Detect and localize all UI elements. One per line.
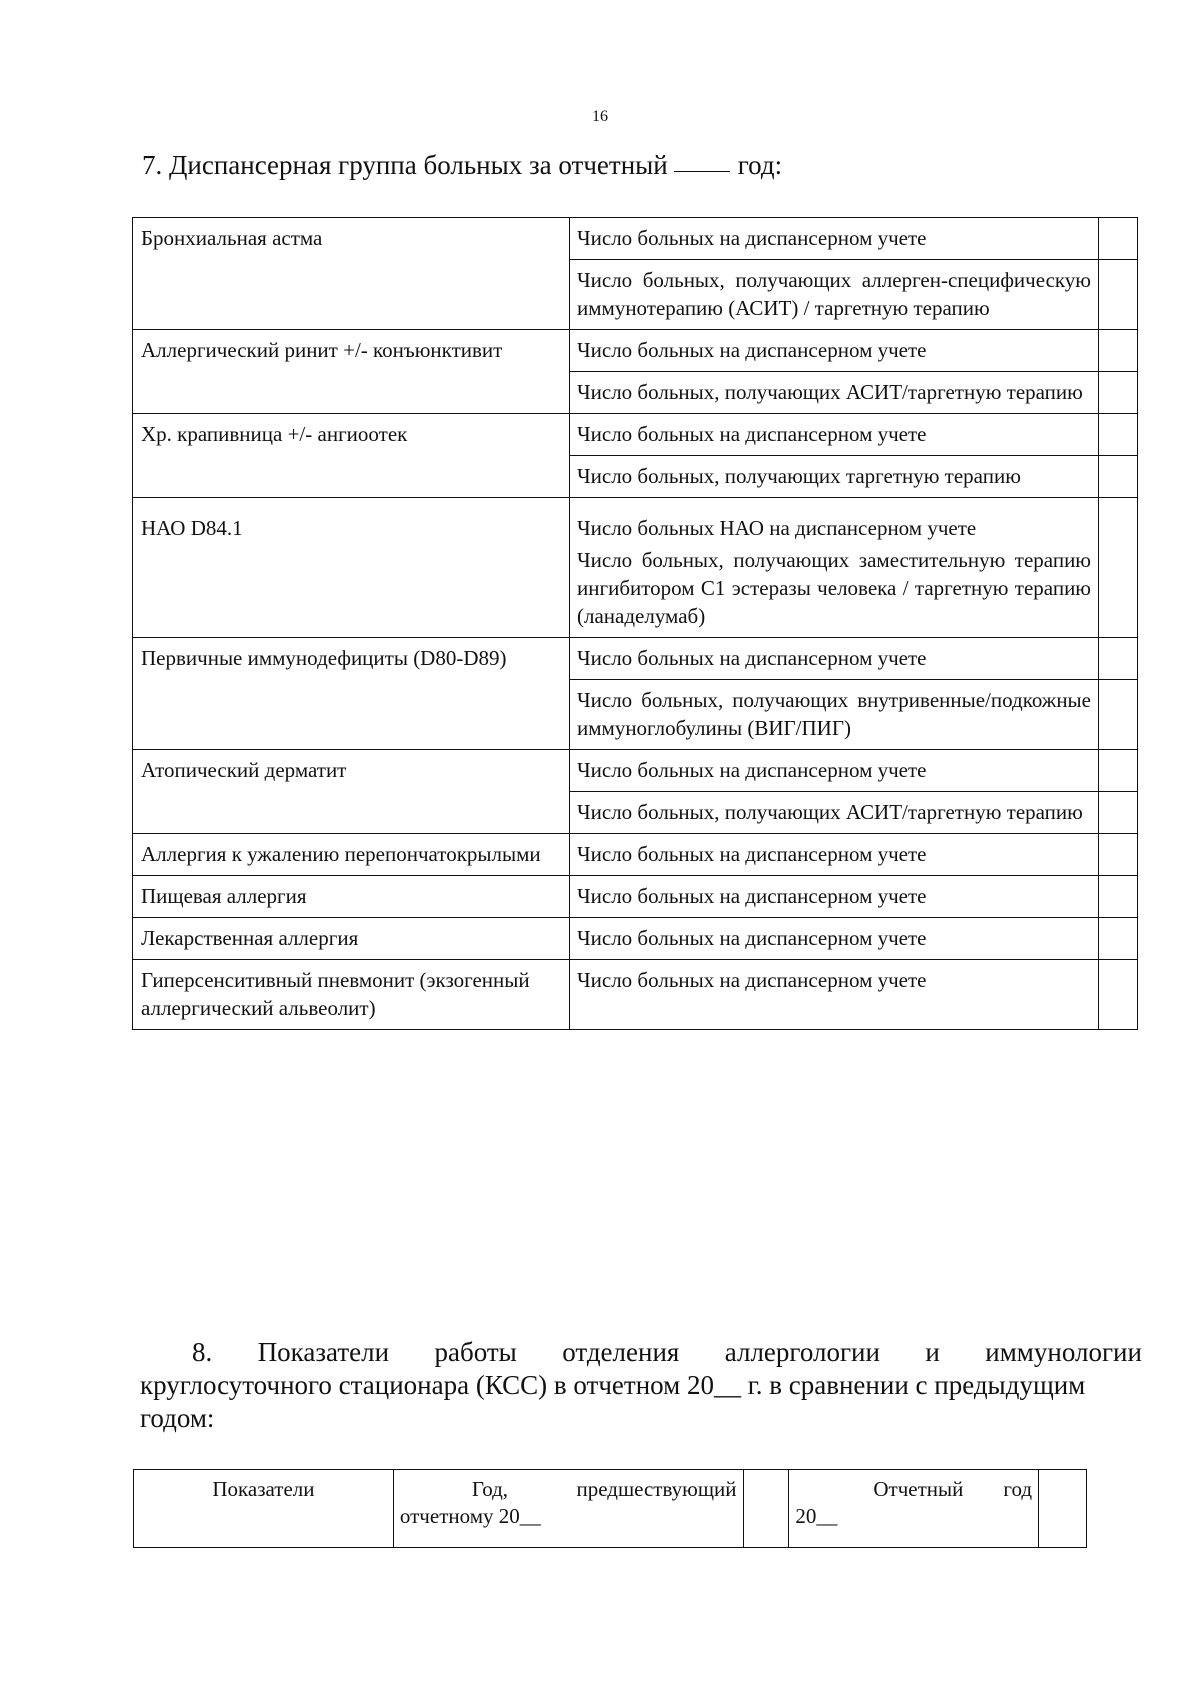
heading-word: и: [925, 1337, 940, 1367]
table-row: [133, 876, 1138, 918]
table-row: [133, 498, 1138, 545]
value-cell[interactable]: [1099, 456, 1138, 498]
value-cell[interactable]: [1099, 876, 1138, 918]
value-cell[interactable]: [1099, 330, 1138, 372]
header-text: Год,: [471, 1477, 509, 1501]
category-cell: Хр. крапивница +/- ангиоотек: [133, 414, 570, 498]
table-row: [133, 330, 1138, 372]
indicator-cell: Число больных на диспансерном учете: [570, 414, 1099, 456]
indicator-cell: Число больных на диспансерном учете: [570, 960, 1099, 1030]
indicator-cell: Число больных, получающих аллерген-специфическую иммунотерапию (АСИТ) / таргетную терапию: [570, 260, 1099, 330]
section-8-heading-line2: круглосуточного стационара (КСС) в отчетном 20__ г. в сравнении с предыдущим: [140, 1370, 1086, 1400]
header-previous-year-line1: [400, 1476, 737, 1503]
section-8-heading-line3: годом:: [140, 1403, 215, 1433]
header-report-year: [789, 1470, 1039, 1548]
hospital-indicators-table: [133, 1469, 1087, 1548]
header-text: предшествующий: [576, 1477, 737, 1501]
value-cell[interactable]: [1099, 372, 1138, 414]
heading-word: Показатели: [257, 1337, 390, 1367]
value-cell[interactable]: [1099, 638, 1138, 680]
heading-word: работы: [434, 1337, 517, 1367]
header-text: Отчетный: [873, 1477, 964, 1501]
category-cell: Аллергический ринит +/- конъюнктивит: [133, 330, 570, 414]
table-row: [133, 834, 1138, 876]
section-7-heading: [142, 150, 782, 181]
value-cell[interactable]: [1039, 1470, 1087, 1548]
indicator-cell: Число больных на диспансерном учете: [570, 638, 1099, 680]
year-blank-line: [674, 170, 730, 172]
heading-word: аллергологии: [724, 1337, 880, 1367]
category-cell: Атопический дерматит: [133, 750, 570, 834]
section-7-heading-text: 7. Диспансерная группа больных за отчетный: [142, 150, 668, 180]
category-cell: Аллергия к ужалению перепончатокрылыми: [133, 834, 570, 876]
header-text: отчетному 20__: [399, 1504, 541, 1528]
value-cell[interactable]: [1099, 680, 1138, 750]
table-row: [133, 960, 1138, 1030]
table-row: [133, 750, 1138, 792]
table-row: [133, 414, 1138, 456]
header-text: год: [1003, 1477, 1033, 1501]
category-cell: НАО D84.1: [133, 498, 570, 638]
indicator-cell: Число больных, получающих внутривенные/подкожные иммуноглобулины (ВИГ/ПИГ): [570, 680, 1099, 750]
category-cell: Пищевая аллергия: [133, 876, 570, 918]
section-8-heading-line1: [140, 1336, 1142, 1369]
dispensary-group-table: [132, 217, 1138, 1030]
value-cell[interactable]: [1099, 218, 1138, 260]
header-previous-year: [393, 1470, 743, 1548]
heading-word: отделения: [562, 1337, 680, 1367]
table-row: [133, 638, 1138, 680]
indicator-cell: Число больных, получающих таргетную терапию: [570, 456, 1099, 498]
heading-word: иммунологии: [985, 1337, 1142, 1367]
section-8-number: 8.: [192, 1337, 213, 1367]
value-cell[interactable]: [1099, 960, 1138, 1030]
value-cell[interactable]: [1099, 498, 1138, 638]
indicator-cell: Число больных, получающих АСИТ/таргетную терапию: [570, 372, 1099, 414]
value-cell[interactable]: [1099, 834, 1138, 876]
indicator-cell: Число больных на диспансерном учете: [570, 918, 1099, 960]
section-8-heading: [140, 1336, 1142, 1435]
value-cell[interactable]: [1099, 260, 1138, 330]
indicator-cell: Число больных НАО на диспансерном учете: [570, 498, 1099, 545]
value-cell[interactable]: [1099, 792, 1138, 834]
table-row: [133, 918, 1138, 960]
indicator-cell: Число больных, получающих заместительную терапию ингибитором С1 эстеразы человека / таргетную терапию (ланаделумаб): [570, 544, 1099, 638]
category-cell: Гиперсенситивный пневмонит (экзогенный аллергический альвеолит): [133, 960, 570, 1030]
category-cell: Лекарственная аллергия: [133, 918, 570, 960]
value-cell[interactable]: [1099, 750, 1138, 792]
value-cell[interactable]: [1099, 918, 1138, 960]
table-header-row: [134, 1470, 1087, 1548]
indicator-cell: Число больных на диспансерном учете: [570, 330, 1099, 372]
header-indicators: Показатели: [134, 1470, 394, 1548]
indicator-cell: Число больных на диспансерном учете: [570, 834, 1099, 876]
category-cell: Бронхиальная астма: [133, 218, 570, 330]
indicator-cell: Число больных на диспансерном учете: [570, 218, 1099, 260]
indicator-cell: Число больных на диспансерном учете: [570, 750, 1099, 792]
section-7-heading-suffix: год:: [737, 150, 783, 180]
header-report-year-line1: [795, 1476, 1032, 1503]
value-cell[interactable]: [1099, 414, 1138, 456]
header-text: 20__: [795, 1504, 838, 1528]
table-row: [133, 218, 1138, 260]
indicator-cell: Число больных, получающих АСИТ/таргетную терапию: [570, 792, 1099, 834]
category-cell: Первичные иммунодефициты (D80-D89): [133, 638, 570, 750]
value-cell[interactable]: [743, 1470, 789, 1548]
page-number: 16: [592, 108, 608, 125]
indicator-cell: Число больных на диспансерном учете: [570, 876, 1099, 918]
